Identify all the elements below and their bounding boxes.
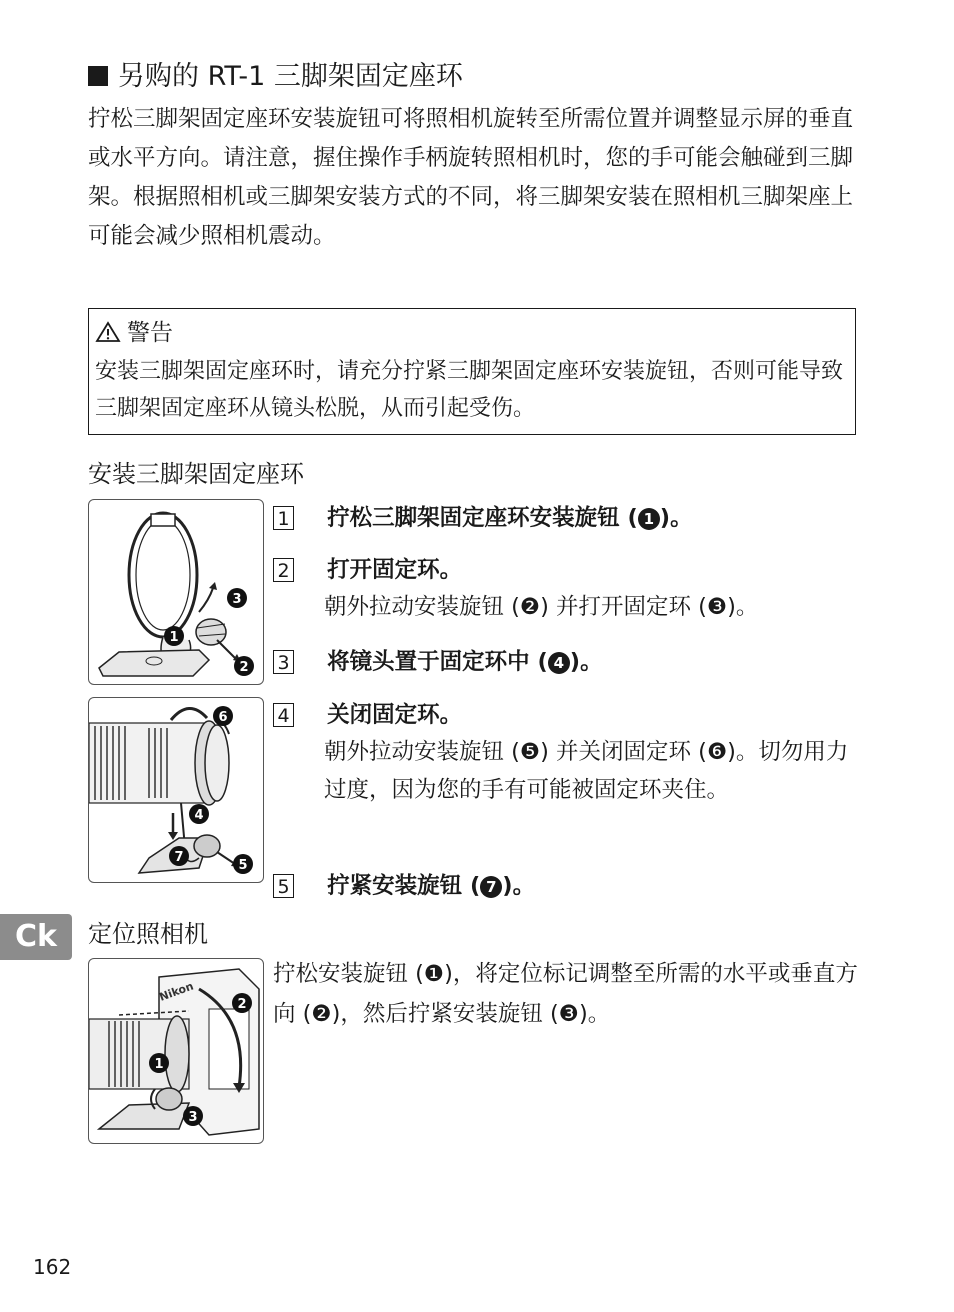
lens-in-ring-illustration	[89, 698, 264, 883]
camera-rotation-illustration	[89, 959, 264, 1144]
callout-5: 5	[238, 858, 248, 873]
language-tab: Ck	[0, 914, 72, 960]
page-number: 162	[33, 1255, 72, 1279]
warning-body: 安装三脚架固定座环时，请充分拧紧三脚架固定座环安装旋钮，否则可能导致三脚架固定座环从镜头松脱，从而引起受伤。	[95, 359, 844, 421]
step-4: 4 关闭固定环。	[273, 697, 462, 729]
callout-ref: 4	[548, 652, 570, 674]
figure-camera-rotate	[88, 958, 264, 1144]
callout-1: 1	[169, 630, 179, 645]
callout-6: 6	[218, 710, 228, 725]
step-2: 2 打开固定环。	[273, 552, 462, 584]
figure-ring-open	[88, 499, 264, 685]
warning-heading: 警告	[95, 315, 849, 351]
callout-4: 4	[194, 808, 204, 823]
position-instructions: 拧松安装旋钮 (❶)，将定位标记调整至所需的水平或垂直方向 (❷)，然后拧紧安装旋钮 (❸)。	[273, 961, 858, 1027]
intro-paragraph: 拧松三脚架固定座环安装旋钮可将照相机旋转至所需位置并调整显示屏的垂直或水平方向。请注意，握住操作手柄旋转照相机时，您的手可能会触碰到三脚架。根据照相机或三脚架安装方式的不同，将三脚架安装在照相机三脚架座上可能会减少照相机震动。	[88, 106, 854, 249]
warning-box	[88, 308, 856, 435]
figure-ring-lens	[88, 697, 264, 883]
step-number: 5	[273, 874, 294, 898]
callout-2: 2	[237, 997, 247, 1012]
step-number: 1	[273, 506, 294, 530]
page-title: 另购的 RT-1 三脚架固定座环	[88, 54, 463, 93]
callout-7: 7	[174, 850, 184, 865]
callout-3: 3	[232, 592, 242, 607]
step-number: 4	[273, 703, 294, 727]
callout-ref: 7	[480, 876, 502, 898]
callout-2: 2	[239, 660, 249, 675]
warning-triangle-icon	[95, 321, 121, 343]
square-bullet-icon	[88, 66, 108, 86]
camera-brand-text: Nikon	[157, 979, 196, 1004]
tripod-ring-illustration	[89, 500, 264, 685]
step-1: 1 拧松三脚架固定座环安装旋钮 ( 1 )。	[273, 500, 693, 532]
step-number: 3	[273, 650, 294, 674]
step-4-detail: 朝外拉动安装旋钮 (❺) 并关闭固定环 (❻)。切勿用力过度，因为您的手有可能被固定环夹住。	[324, 739, 849, 803]
callout-1: 1	[154, 1057, 164, 1072]
section-heading-position: 定位照相机	[88, 920, 208, 948]
callout-3: 3	[188, 1110, 198, 1125]
callout-ref: 1	[638, 508, 660, 530]
step-5: 5 拧紧安装旋钮 ( 7 )。	[273, 868, 535, 900]
step-2-detail: 朝外拉动安装旋钮 (❷) 并打开固定环 (❸)。	[324, 594, 759, 620]
section-heading-install: 安装三脚架固定座环	[88, 460, 304, 488]
step-3: 3 将镜头置于固定环中 ( 4 )。	[273, 644, 603, 676]
step-number: 2	[273, 558, 294, 582]
